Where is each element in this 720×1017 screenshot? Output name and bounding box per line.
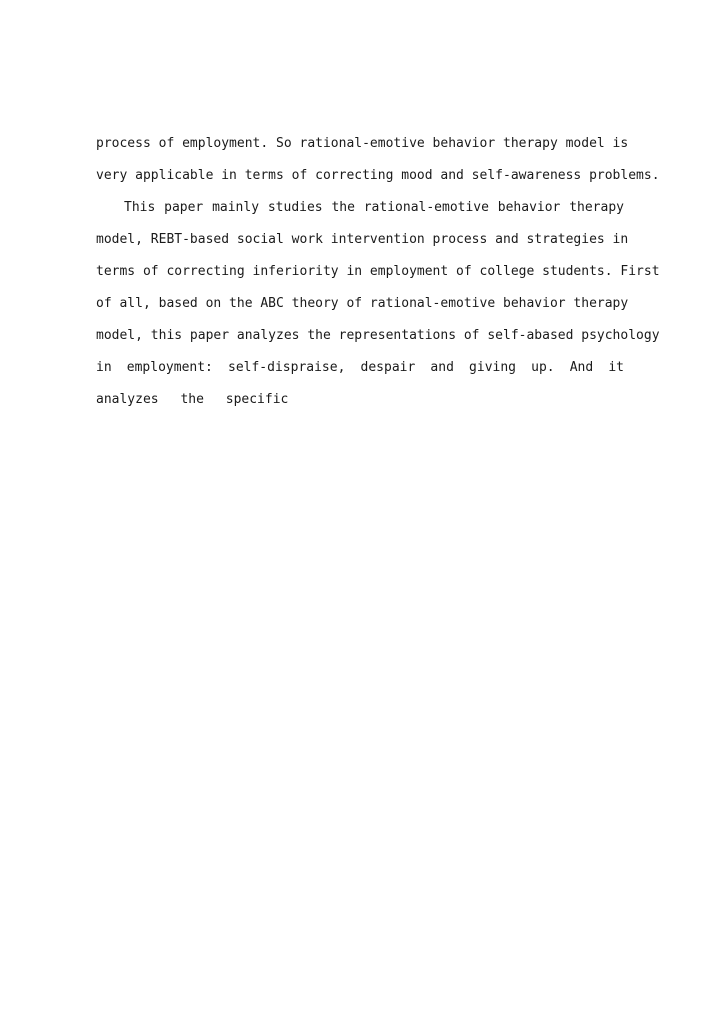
- text-line: analyzes the specific: [96, 392, 289, 407]
- text-line: terms of correcting inferiority in employment of college students. First: [96, 264, 660, 279]
- text-line: in employment: self-dispraise, despair and giving up. And it: [96, 360, 624, 375]
- body-text: [96, 128, 660, 416]
- text-line: model, REBT-based social work intervention process and strategies in: [96, 232, 629, 247]
- text-line: very applicable in terms of correcting mood and self-awareness problems.: [96, 168, 660, 183]
- text-line: process of employment. So rational-emotive behavior therapy model is: [96, 136, 629, 151]
- paragraph-start-line: This paper mainly studies the rational-emotive behavior therapy: [124, 200, 624, 215]
- text-line: of all, based on the ABC theory of rational-emotive behavior therapy: [96, 296, 629, 311]
- text-line: model, this paper analyzes the representations of self-abased psychology: [96, 328, 660, 343]
